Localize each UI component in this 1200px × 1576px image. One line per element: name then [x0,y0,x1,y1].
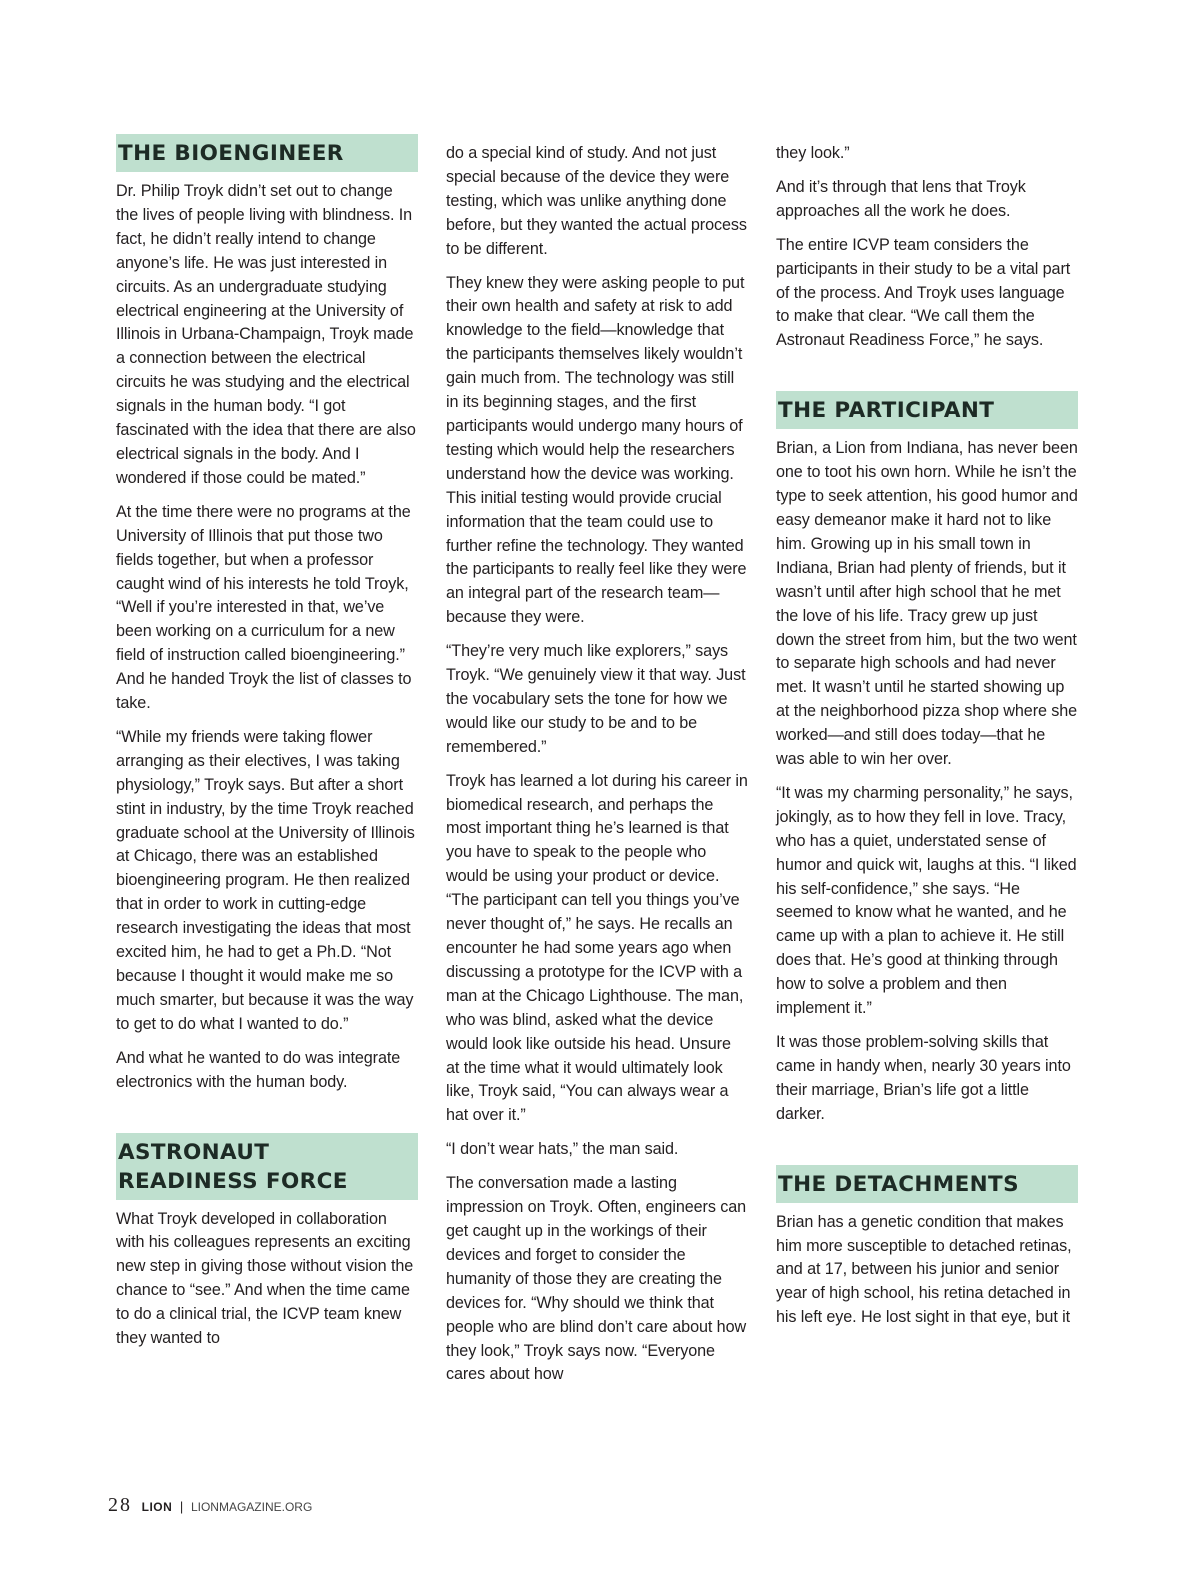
section-heading-participant: THE PARTICIPANT [776,391,1078,429]
section-heading-detachments: THE DETACHMENTS [776,1165,1078,1203]
paragraph: And what he wanted to do was integrate electronics with the human body. [116,1048,401,1091]
paragraph: “They’re very much like explorers,” says Troyk. “We genuinely view it that way. Just the vocabulary sets the tone for how we would like our study to be and to be remembered.” [446,642,746,756]
page-footer [108,1494,312,1517]
column-1 [116,134,418,1361]
paragraph: And it’s through that lens that Troyk approaches all the work he does. [776,177,1026,220]
section-heading-astronaut-readiness-force: ASTRONAUT READINESS FORCE [116,1133,418,1200]
paragraph: “I don’t wear hats,” the man said. [446,1140,679,1159]
paragraph: Brian, a Lion from Indiana, has never been one to toot his own horn. While he isn’t the type to seek attention, his good humor and easy demeanor make it hard not to like him. Growing up in his small town in Indiana, Brian had plenty of friends, but it wasn’t until after high school that he met the love of his life. Tracy grew up just down the street from him, but the two went to separate high schools and had never met. It wasn’t until he started showing up at the neighborhood pizza shop where she worked—and still does today—that he was able to win her over. [776,439,1078,769]
paragraph: The entire ICVP team considers the participants in their study to be a vital part of the process. And Troyk uses language to make that clear. “We call them the Astronaut Readiness Force,” he says. [776,235,1071,350]
paragraph: Brian has a genetic condition that makes him more susceptible to detached retinas, and at 17, between his junior and senior year of high school, his retina detached in his left eye. He lost sight in that eye, but it [776,1212,1072,1327]
paragraph: They knew they were asking people to put their own health and safety at risk to add knowledge to the field—knowledge that the participants themselves likely wouldn’t gain much from. The technology was still in its beginning stages, and the first participants would undergo many hours of testing which would help the researchers understand how the device was working. This initial testing would provide crucial information that the team could use to further refine the technology. They wanted the participants to really feel like they were an integral part of the research team—because they were. [446,273,747,627]
column-2 [446,142,748,1397]
paragraph: they look.” [776,144,850,162]
section-heading-bioengineer: THE BIOENGINEER [116,134,418,172]
paragraph: At the time there were no programs at the University of Illinois that put those two fields together, but when a professor caught wind of his interests he told Troyk, “Well if you’re interested in that, we’ve been working on a curriculum for a new field of instruction called bioengineering.” And he handed Troyk the list of classes to take. [116,502,412,713]
magazine-brand: LION [141,1500,173,1514]
column-3 [776,142,1078,1340]
paragraph: Troyk has learned a lot during his career in biomedical research, and perhaps the most important thing he’s learned is that you have to speak to the people who would be using your product or device. “The participant can tell you things you’ve never thought of,” he says. He recalls an encounter he had some years ago when discussing a prototype for the ICVP with a man at the Chicago Lighthouse. The man, who was blind, asked what the device would look like outside his head. Unsure at the time what it would ultimately look like, Troyk said, “You can always wear a hat over it.” [446,771,748,1125]
page-number: 28 [108,1494,132,1516]
paragraph: “While my friends were taking flower arranging as their electives, I was taking physiology,” Troyk says. But after a short stint in industry, by the time Troyk reached graduate school at the University of Illinois at Chicago, there was an established bioengineering program. He then realized that in order to work in cutting-edge research investigating the ideas that most excited him, he had to get a Ph.D. “Not because I thought it would make me so much smarter, but because it was the way to get to do what I wanted to do.” [116,727,415,1033]
paragraph: do a special kind of study. And not just special because of the device they were testing, which was unlike anything done before, but they wanted the actual process to be different. [446,144,747,258]
paragraph: What Troyk developed in collaboration with his colleagues represents an exciting new step in giving those without vision the chance to “see.” And when the time came to do a clinical trial, the ICVP team knew they wanted to [116,1209,414,1348]
paragraph: It was those problem-solving skills that came in handy when, nearly 30 years into their marriage, Brian’s life got a little darker. [776,1033,1071,1123]
paragraph: The conversation made a lasting impression on Troyk. Often, engineers can get caught up in the workings of their devices and forget to consider the humanity of those they are creating the devices for. “Why should we think that people who are blind don’t care about how they look,” Troyk says now. “Everyone cares about how [446,1174,747,1384]
paragraph: “It was my charming personality,” he says, jokingly, as to how they fell in love. Tracy, who has a quiet, understated sense of humor and quick wit, laughs at this. “I liked his self-confidence,” she says. “He seemed to know what he wanted, and he came up with a plan to achieve it. He still does that. He’s good at thinking through how to solve a problem and then implement it.” [776,783,1077,1018]
website-link[interactable]: LIONMAGAZINE.ORG [190,1500,313,1514]
paragraph: Dr. Philip Troyk didn’t set out to change the lives of people living with blindness. In fact, he didn’t really intend to change anyone’s life. He was just interested in circuits. As an undergraduate studying electrical engineering at the University of Illinois in Urbana-Champaign, Troyk made a connection between the electrical circuits he was studying and the electrical signals in the human body. “I got fascinated with the idea that there are also electrical signals in the body. And I wondered if those could be mated.” [116,182,416,487]
footer-separator: | [179,1499,184,1514]
